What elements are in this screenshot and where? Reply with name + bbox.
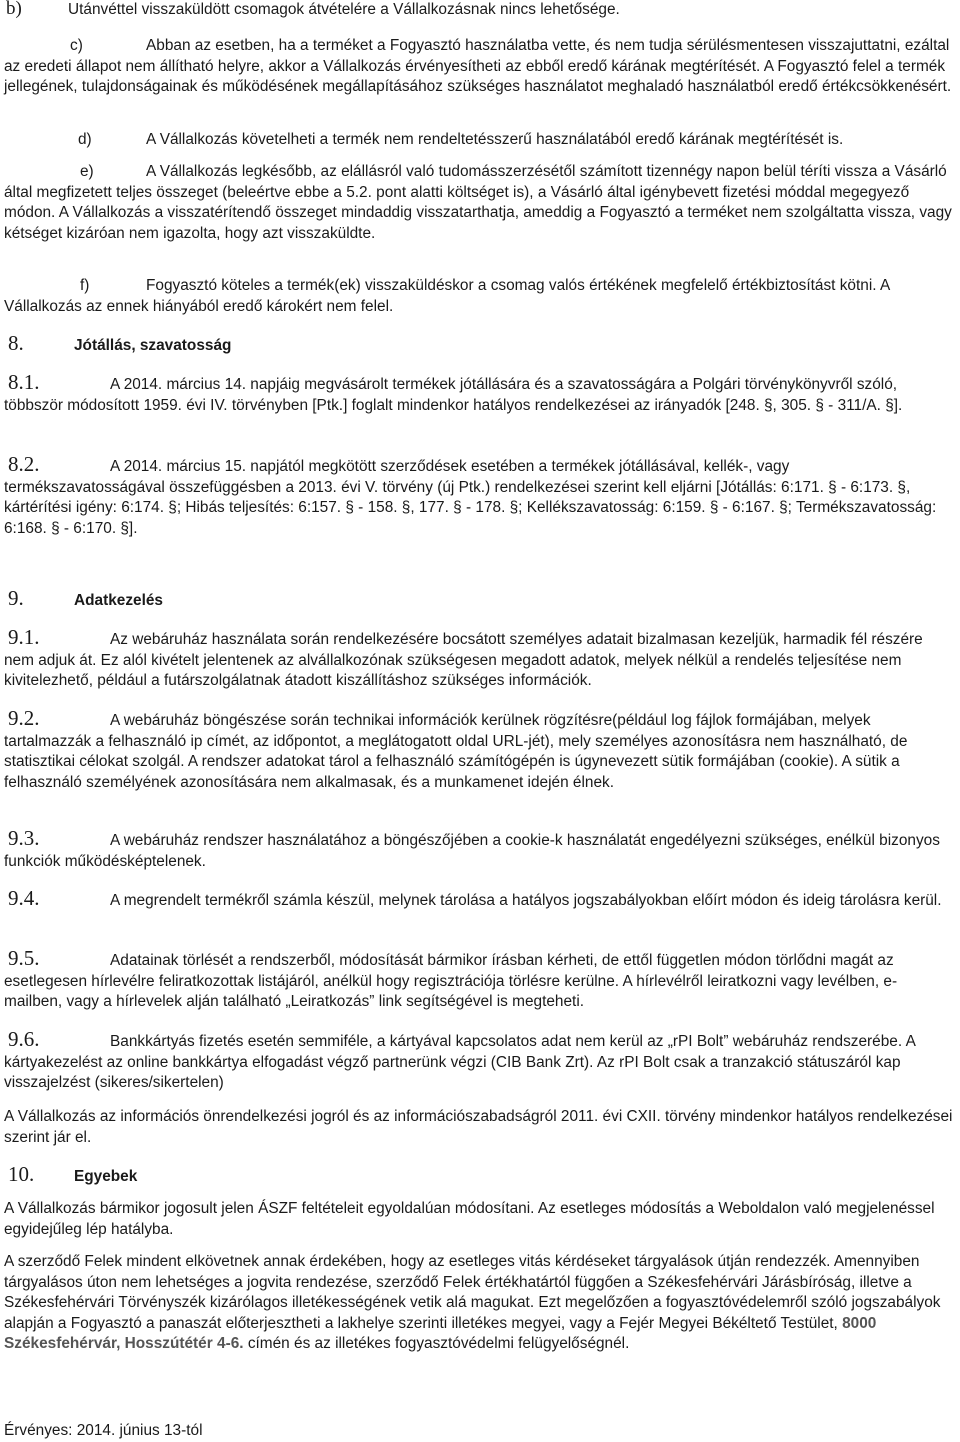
paragraph-9-3 — [4, 828, 954, 872]
section-9-title: Adatkezelés — [74, 592, 163, 609]
item-c — [4, 36, 954, 98]
section-10-title: Egyebek — [74, 1168, 138, 1185]
paragraph-9-4-number: 9.4. — [8, 886, 40, 910]
item-f-text: Fogyasztó köteles a termék(ek) visszaküldéskor a csomag valós értékének megfelelő értékbiztosítást kötni. A Vállalkozás az ennek hiányából eredő károkért nem felel. — [4, 277, 890, 315]
paragraph-8-2 — [4, 454, 954, 539]
item-f-label: f) — [80, 277, 90, 294]
paragraph-9-6 — [4, 1029, 954, 1094]
paragraph-9-3-text: A webáruház rendszer használatához a böngészőjében a cookie-k használatát engedélyezni szükséges, enélkül bizonyos funkciók működésképtelenek. — [4, 832, 940, 870]
item-d-label: d) — [78, 131, 92, 148]
paragraph-8-2-number: 8.2. — [8, 452, 40, 476]
paragraph-9-5 — [4, 948, 954, 1013]
paragraph-9-1 — [4, 627, 954, 692]
paragraph-9-5-number: 9.5. — [8, 946, 40, 970]
paragraph-9-3-number: 9.3. — [8, 826, 40, 850]
item-f — [4, 276, 954, 317]
section-8-number: 8. — [8, 331, 24, 355]
section-10-heading — [8, 1164, 137, 1188]
paragraph-9-4 — [4, 888, 954, 912]
paragraph-8-1-text: A 2014. március 14. napjáig megvásárolt termékek jótállására és a szavatosságára a Polgári törvénykönyvről szóló, többször módosított 1959. évi IV. törvényben [Ptk.] foglalt mindenkor hatályos rendelkezései az irányadók [248. §, 305. § - 311/A. §]. — [4, 376, 903, 414]
paragraph-9-2-text: A webáruház böngészése során technikai információk kerülnek rögzítésre(például log fájlok formájában, melyek tartalmazzák a felhasználó ip címét, az időpontot, a meglátogatott oldal URL-jét), mely személyes azonosításra nem használható, de statisztikai célokat szolgál. A rendszer adatokat tárol a felhasználó számítógépén is úgynevezett sütik formájában (cookie). A sütik a felhasználó személyének azonosítására nem alkalmasak, és a munkamenet idején élnek. — [4, 712, 908, 791]
item-e-label: e) — [80, 163, 94, 180]
item-c-text: Abban az esetben, ha a terméket a Fogyasztó használatba vette, és nem tudja sérülésmentesen visszajuttatni, ezáltal az eredeti állapot nem állítható helyre, akkor a Vállalkozás érvényesítheti az ebből eredő kárának megtérítését. A Fogyasztó felel a termék jellegének, tulajdonságainak és működésének megállapításához szükséges használatot meghaladó használatból eredő értékcsökkenésért. — [4, 37, 952, 96]
board-address: 8000 Székesfehérvár, Hosszútétér 4-6. — [4, 1314, 877, 1353]
paragraph-10-2-text: A szerződő Felek mindent elkövetnek annak érdekében, hogy az esetleges vitás kérdéseket tárgyalások útján rendezzék. Amennyiben tárgyalásos úton nem lehetséges a jogvita rendezése, szerződő Felek értékhatártól függően a Székesfehérvári Járásbíróság, illetve a Székesfehérvári Törvényszék kizárólagos illetékességének vetik alá magukat. Ezt megelőzően a fogyasztóvédelemről szóló jogszabályok alapján a Fogyasztó a panaszát előterjesztheti a lakhelye szerinti illetékes megyei, vagy a Fejér Megyei Békéltető Testület, — [4, 1253, 941, 1332]
section-8-heading — [8, 333, 231, 357]
valid-from-footer: Érvényes: 2014. június 13-tól — [4, 1422, 203, 1439]
paragraph-9-5-text: Adatainak törlését a rendszerből, módosítását bármikor írásban kérheti, de ettől független módon törlődni magát az esetlegesen hírlevélre feliratkozottak listájáról, anélkül hogy regisztrációja törlésre kerülne. A hírlevélről leiratkozni vagy levélben, e-mailben, vagy a hírlevelek alján található „Leiratkozás” link segítségével is megteheti. — [4, 952, 898, 1011]
paragraph-9-4-text: A megrendelt termékről számla készül, melynek tárolása a hatályos jogszabályokban előírt módon és ideig tárolásra kerül. — [110, 892, 942, 909]
item-b-label: b) — [6, 0, 22, 19]
paragraph-10-1: A Vállalkozás bármikor jogosult jelen ÁSZF feltételeit egyoldalúan módosítani. Az esetleges módosítás a Weboldalon való megjelenéssel egyidejűleg lép hatályba. — [4, 1200, 935, 1238]
section-9-number: 9. — [8, 586, 24, 610]
paragraph-8-2-text: A 2014. március 15. napjától megkötött szerződések esetében a termékek jótállásával, kellék-, vagy termékszavatosságával összefüggésben a 2013. évi V. törvény (új Ptk.) rendelkezései szerint kell eljárni [Jótállás: 6:171. § - 6:173. §, kártérítési igény: 6:174. §; Hibás teljesítés: 6:157. § - 158. §, 177. § - 178. §; Kellékszavatosság: 6:159. § - 6:167. §; Termékszavatosság: 6:168. § - 6:170. §]. — [4, 458, 937, 537]
item-e — [4, 162, 954, 244]
paragraph-9-2 — [4, 708, 954, 793]
paragraph-10-2 — [4, 1252, 954, 1355]
paragraph-9-6-text: Bankkártyás fizetés esetén semmiféle, a kártyával kapcsolatos adat nem kerül az „rPI Bolt” webáruház rendszerébe. A kártyakezelést az online bankkártya elfogadást végző partnerünk végzi (CIB Bank Zrt). Az rPI Bolt csak a tranzakció státuszáról kap visszajelzést (sikeres/sikertelen) — [4, 1033, 915, 1092]
paragraph-9-1-text: Az webáruház használata során rendelkezésére bocsátott személyes adatait bizalmasan kezeljük, harmadik fél részére nem adjuk át. Ez alól kivételt jelentenek az alvállalkozónak szükségesen megadott adatok, melyek nélkül a rendelés teljesítése nem kivitelezhető, például a futárszolgálatnak átadott kiszállításhoz szükséges információk. — [4, 631, 923, 690]
section-8-title: Jótállás, szavatosság — [74, 337, 232, 354]
section-10-number: 10. — [8, 1162, 35, 1186]
item-b-text: Utánvéttel visszaküldött csomagok átvételére a Vállalkozásnak nincs lehetősége. — [68, 1, 620, 18]
item-d — [4, 130, 954, 151]
paragraph-8-1-number: 8.1. — [8, 370, 40, 394]
paragraph-9-6-number: 9.6. — [8, 1027, 40, 1051]
paragraph-9-2-number: 9.2. — [8, 706, 40, 730]
item-b — [4, 0, 954, 21]
paragraph-8-1 — [4, 372, 954, 416]
section-9-heading — [8, 588, 163, 612]
item-e-text: A Vállalkozás legkésőbb, az elállásról való tudomásszerzésétől számított tizennégy napon belül téríti vissza a Vásárló által megfizetett teljes összeget (beleértve ebbe a 5.2. pont alatti költséget is), a Vásárló által igénybevett fizetési móddal megegyező módon. A Vállalkozás a visszatérítendő összeget mindaddig visszatarthatja, ameddig a Fogyasztó a terméket nem szolgáltatta vissza, vagy kétséget kizáróan nem igazolta, hogy azt visszaküldte. — [4, 163, 952, 242]
paragraph-9-info-rights: A Vállalkozás az információs önrendelkezési jogról és az információszabadságról 2011. évi CXII. törvény mindenkor hatályos rendelkezései szerint jár el. — [4, 1108, 953, 1146]
item-c-label: c) — [70, 37, 83, 54]
paragraph-9-1-number: 9.1. — [8, 625, 40, 649]
paragraph-10-2-text-end: címén és az illetékes fogyasztóvédelmi felügyelőségnél. — [243, 1335, 630, 1353]
item-d-text: A Vállalkozás követelheti a termék nem rendeltetésszerű használatából eredő kárának megtérítését is. — [146, 131, 844, 148]
